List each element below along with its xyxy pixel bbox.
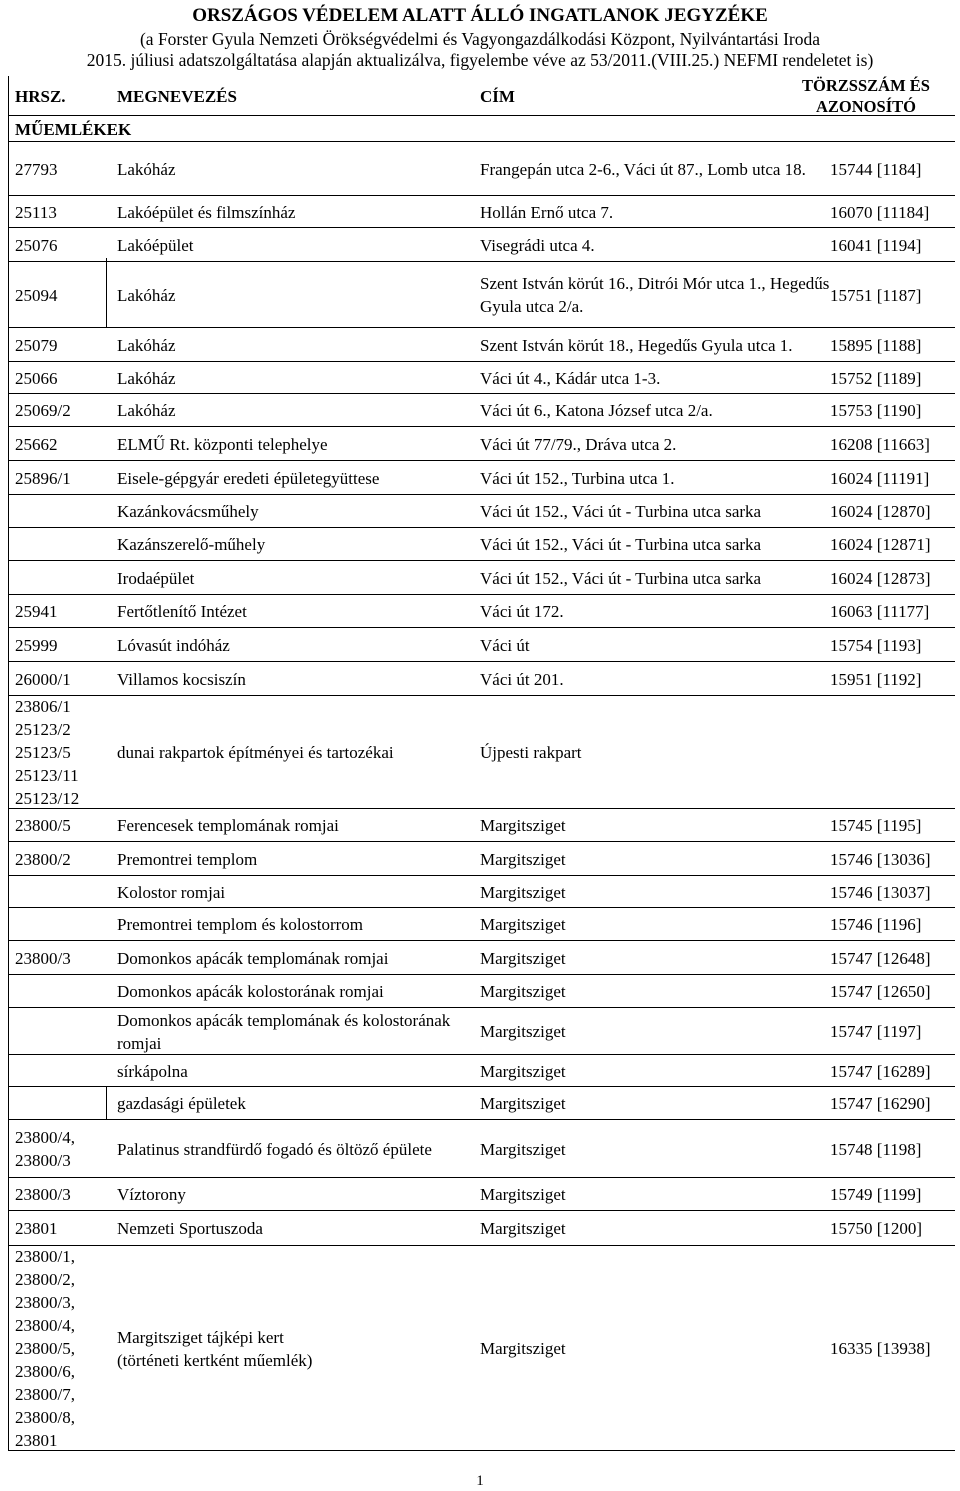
table-row <box>9 809 955 842</box>
cell-megnevezes-text: gazdasági épületek <box>117 1094 246 1113</box>
cell-torzsszam-text: 15750 [1200] <box>830 1219 923 1238</box>
cell-megnevezes <box>117 495 477 528</box>
cell-megnevezes-text: Domonkos apácák kolostorának romjai <box>117 982 384 1001</box>
cell-hrsz <box>15 941 105 975</box>
cell-cim-text: Margitsziget <box>480 816 566 835</box>
cell-hrsz <box>15 196 105 228</box>
cell-megnevezes-text: Víztorony <box>117 1185 186 1204</box>
cell-megnevezes <box>117 595 477 628</box>
cell-megnevezes <box>117 228 477 262</box>
cell-megnevezes <box>117 842 477 876</box>
cell-torzsszam-text: 16041 [1194] <box>830 235 922 255</box>
cell-hrsz-text: 25662 <box>15 434 58 454</box>
cell-megnevezes-text: Villamos kocsiszín <box>117 669 246 689</box>
table-header-row <box>9 76 955 116</box>
cell-megnevezes-text: Eisele-gépgyár eredeti épületegyüttese <box>117 468 380 488</box>
cell-cim-text: Margitsziget <box>480 1061 566 1081</box>
cell-torzsszam <box>830 595 955 628</box>
cell-torzsszam <box>830 528 955 561</box>
cell-cim-text: Váci út 172. <box>480 602 564 621</box>
cell-cim-text: Váci út 4., Kádár utca 1-3. <box>480 368 661 388</box>
table-row <box>9 842 955 876</box>
cell-cim-text: Hollán Ernő utca 7. <box>480 202 614 222</box>
cell-cim-text: Margitsziget <box>480 1185 566 1204</box>
cell-cim-text: Váci út 77/79., Dráva utca 2. <box>480 434 677 454</box>
cell-megnevezes <box>117 975 477 1008</box>
cell-megnevezes-text: Kazánszerelő-műhely <box>117 535 266 554</box>
cell-megnevezes-text: Lakóház <box>117 401 176 420</box>
table-row <box>9 975 955 1008</box>
cell-torzsszam <box>830 461 955 495</box>
cell-torzsszam <box>830 1087 955 1120</box>
cell-megnevezes-text: Domonkos apácák templomának romjai <box>117 948 389 968</box>
cell-cim-text: Margitsziget <box>480 1022 566 1041</box>
cell-cim-text: Váci út 201. <box>480 669 564 689</box>
cell-megnevezes-text: Lakóház <box>117 285 176 305</box>
cell-megnevezes-text: Domonkos apácák templomának és kolostorának romjai <box>117 1010 451 1053</box>
cell-torzsszam <box>830 427 955 461</box>
cell-torzsszam-text: 15745 [1195] <box>830 816 922 835</box>
cell-torzsszam <box>830 876 955 908</box>
cell-cim <box>480 461 830 495</box>
cell-megnevezes <box>117 1120 477 1178</box>
cell-torzsszam <box>830 1178 955 1211</box>
cell-torzsszam <box>830 262 955 328</box>
cell-hrsz <box>15 908 105 941</box>
cell-cim <box>480 228 830 262</box>
table-row <box>9 1087 955 1120</box>
table-row <box>9 908 955 941</box>
cell-megnevezes <box>117 561 477 595</box>
cell-hrsz-text: 23800/1, 23800/2, 23800/3, 23800/4, 23800/5, 23800/6, 23800/7, 23800/8, 23801 <box>15 1247 75 1450</box>
cell-megnevezes <box>117 196 477 228</box>
heritage-table <box>8 76 955 1451</box>
cell-hrsz-text: 25076 <box>15 235 58 255</box>
cell-hrsz <box>15 876 105 908</box>
cell-cim-text: Váci út 152., Váci út - Turbina utca sarka <box>480 568 762 588</box>
cell-torzsszam-text: 15749 [1199] <box>830 1185 922 1204</box>
column-divider <box>106 1087 107 1120</box>
cell-hrsz <box>15 495 105 528</box>
cell-torzsszam-text: 16024 [12871] <box>830 535 931 554</box>
cell-torzsszam-text: 16070 [11184] <box>830 202 930 222</box>
cell-megnevezes <box>117 1211 477 1246</box>
page-number: 1 <box>476 1473 484 1489</box>
document-subtitle-line-2: 2015. júliusi adatszolgáltatása alapján aktualizálva, figyelembe véve az 53/2011.(VIII.25.) NEFMI rendeletet is) <box>86 50 874 70</box>
cell-megnevezes <box>117 461 477 495</box>
cell-hrsz <box>15 628 105 662</box>
table-row <box>9 228 955 262</box>
cell-hrsz <box>15 1211 105 1246</box>
cell-torzsszam <box>830 1055 955 1087</box>
cell-torzsszam-text: 15747 [1197] <box>830 1022 922 1041</box>
cell-torzsszam-text: 15746 [13037] <box>830 882 931 902</box>
cell-hrsz <box>15 1008 105 1055</box>
section-title: MŰEMLÉKEK <box>15 119 132 139</box>
cell-hrsz-text: 25941 <box>15 602 58 621</box>
table-row <box>9 196 955 228</box>
cell-torzsszam <box>830 1120 955 1178</box>
cell-torzsszam-text: 15754 [1193] <box>830 635 922 655</box>
cell-megnevezes-text: Premontrei templom <box>117 849 258 869</box>
cell-hrsz <box>15 1246 105 1451</box>
table-row <box>9 561 955 595</box>
cell-hrsz <box>15 328 105 362</box>
cell-cim <box>480 975 830 1008</box>
cell-megnevezes <box>117 1087 477 1120</box>
cell-megnevezes <box>117 262 477 328</box>
cell-cim-text: Margitsziget <box>480 849 566 869</box>
table-row <box>9 1008 955 1055</box>
cell-cim <box>480 1120 830 1178</box>
cell-megnevezes <box>117 696 477 809</box>
cell-cim <box>480 876 830 908</box>
column-divider <box>106 258 107 328</box>
cell-torzsszam-text: 16024 [11191] <box>830 468 930 488</box>
document-title: ORSZÁGOS VÉDELEM ALATT ÁLLÓ INGATLANOK JEGYZÉKE <box>192 5 768 26</box>
table-row <box>9 495 955 528</box>
table-row <box>9 362 955 394</box>
cell-torzsszam <box>830 1211 955 1246</box>
cell-cim <box>480 196 830 228</box>
cell-torzsszam <box>830 908 955 941</box>
cell-cim <box>480 628 830 662</box>
cell-cim <box>480 362 830 394</box>
cell-megnevezes <box>117 809 477 842</box>
cell-hrsz <box>15 842 105 876</box>
cell-megnevezes-text: Lakóház <box>117 368 176 388</box>
column-header-torzsszam-line-2: AZONOSÍTÓ <box>816 97 916 116</box>
cell-cim-text: Margitsziget <box>480 1339 566 1358</box>
cell-hrsz <box>15 1120 105 1178</box>
cell-torzsszam <box>830 561 955 595</box>
cell-megnevezes <box>117 876 477 908</box>
cell-megnevezes-text: Palatinus strandfürdő fogadó és öltöző épülete <box>117 1139 432 1159</box>
cell-hrsz <box>15 595 105 628</box>
cell-torzsszam-text: 15747 [12648] <box>830 948 931 968</box>
cell-cim-text: Szent István körút 16., Ditrói Mór utca 1., Hegedűs Gyula utca 2/a. <box>480 274 830 316</box>
cell-megnevezes <box>117 1008 477 1055</box>
table-row <box>9 941 955 975</box>
table-row <box>9 1120 955 1178</box>
cell-torzsszam-text: 15744 [1184] <box>830 159 922 179</box>
cell-torzsszam-text: 16335 [13938] <box>830 1339 931 1358</box>
cell-torzsszam-text: 15895 [1188] <box>830 335 922 355</box>
cell-megnevezes <box>117 142 477 196</box>
cell-hrsz <box>15 1055 105 1087</box>
cell-hrsz-text: 25066 <box>15 368 58 388</box>
cell-cim <box>480 495 830 528</box>
cell-torzsszam-text: 15751 [1187] <box>830 285 922 305</box>
cell-torzsszam-text: 16063 [11177] <box>830 602 930 621</box>
cell-cim <box>480 809 830 842</box>
cell-hrsz <box>15 696 105 809</box>
table-row <box>9 461 955 495</box>
cell-megnevezes-text: Lakóépület <box>117 235 194 255</box>
cell-torzsszam <box>830 975 955 1008</box>
cell-torzsszam-text: 16024 [12870] <box>830 502 931 521</box>
cell-cim-text: Margitsziget <box>480 1094 566 1113</box>
cell-hrsz-text: 25896/1 <box>15 468 71 488</box>
cell-cim-text: Frangepán utca 2-6., Váci út 87., Lomb utca 18. <box>480 159 806 179</box>
cell-hrsz <box>15 228 105 262</box>
cell-megnevezes-text: Lóvasút indóház <box>117 635 230 655</box>
cell-hrsz-text: 23800/4, 23800/3 <box>15 1128 75 1170</box>
cell-cim-text: Margitsziget <box>480 882 566 902</box>
cell-torzsszam <box>830 809 955 842</box>
cell-torzsszam <box>830 842 955 876</box>
table-row <box>9 528 955 561</box>
cell-hrsz <box>15 394 105 427</box>
cell-hrsz <box>15 362 105 394</box>
column-header-megnevezes: MEGNEVEZÉS <box>117 86 237 106</box>
cell-megnevezes <box>117 328 477 362</box>
cell-hrsz-text: 26000/1 <box>15 669 71 689</box>
cell-torzsszam-text: 15747 [16289] <box>830 1061 931 1081</box>
cell-hrsz-text: 25999 <box>15 635 58 655</box>
cell-hrsz-text: 25079 <box>15 335 58 355</box>
cell-megnevezes <box>117 427 477 461</box>
table-row <box>9 262 955 328</box>
cell-torzsszam-text: 15753 [1190] <box>830 401 922 420</box>
cell-cim <box>480 1178 830 1211</box>
cell-torzsszam <box>830 142 955 196</box>
cell-cim-text: Váci út 152., Váci út - Turbina utca sarka <box>480 502 762 521</box>
cell-megnevezes <box>117 528 477 561</box>
cell-cim <box>480 595 830 628</box>
cell-cim <box>480 696 830 809</box>
cell-cim-text: Váci út <box>480 635 530 655</box>
cell-torzsszam <box>830 1008 955 1055</box>
cell-cim <box>480 908 830 941</box>
cell-cim <box>480 328 830 362</box>
table-row <box>9 1211 955 1246</box>
cell-hrsz <box>15 809 105 842</box>
cell-torzsszam <box>830 696 955 809</box>
cell-hrsz-text: 25069/2 <box>15 401 71 420</box>
cell-megnevezes <box>117 362 477 394</box>
table-row <box>9 1055 955 1087</box>
cell-hrsz <box>15 1087 105 1120</box>
cell-hrsz <box>15 528 105 561</box>
table-row <box>9 1178 955 1211</box>
cell-hrsz <box>15 561 105 595</box>
cell-cim <box>480 561 830 595</box>
cell-cim <box>480 142 830 196</box>
cell-megnevezes-text: sírkápolna <box>117 1061 188 1081</box>
cell-torzsszam-text: 15746 [1196] <box>830 915 922 934</box>
cell-cim <box>480 1055 830 1087</box>
column-header-cim: CÍM <box>480 86 515 106</box>
cell-cim <box>480 1211 830 1246</box>
cell-torzsszam <box>830 394 955 427</box>
cell-megnevezes-text: Kazánkovácsműhely <box>117 502 259 521</box>
cell-megnevezes-text: Fertőtlenítő Intézet <box>117 602 247 621</box>
cell-cim <box>480 941 830 975</box>
cell-megnevezes-text: dunai rakpartok építményei és tartozékai <box>117 743 394 762</box>
table-row <box>9 1246 955 1451</box>
cell-megnevezes <box>117 662 477 696</box>
cell-torzsszam-text: 16208 [11663] <box>830 434 930 454</box>
cell-cim-text: Szent István körút 18., Hegedűs Gyula utca 1. <box>480 335 793 355</box>
cell-cim-text: Margitsziget <box>480 1219 566 1238</box>
table-row <box>9 394 955 427</box>
cell-hrsz <box>15 1178 105 1211</box>
cell-torzsszam <box>830 362 955 394</box>
cell-megnevezes-text: Lakóépület és filmszínház <box>117 202 296 222</box>
cell-cim <box>480 528 830 561</box>
cell-hrsz-text: 23800/3 <box>15 948 71 968</box>
cell-torzsszam-text: 15746 [13036] <box>830 849 931 869</box>
cell-hrsz <box>15 262 105 328</box>
cell-cim <box>480 262 830 328</box>
table-row <box>9 876 955 908</box>
table-row <box>9 595 955 628</box>
cell-torzsszam <box>830 941 955 975</box>
cell-megnevezes <box>117 941 477 975</box>
cell-cim <box>480 842 830 876</box>
cell-megnevezes <box>117 908 477 941</box>
cell-megnevezes <box>117 394 477 427</box>
cell-hrsz-text: 23801 <box>15 1219 58 1238</box>
cell-torzsszam-text: 15752 [1189] <box>830 368 922 388</box>
table-row <box>9 696 955 809</box>
cell-cim-text: Margitsziget <box>480 948 566 968</box>
cell-cim <box>480 427 830 461</box>
cell-torzsszam <box>830 228 955 262</box>
table-row <box>9 427 955 461</box>
table-row <box>9 662 955 696</box>
cell-torzsszam-text: 16024 [12873] <box>830 568 931 588</box>
column-header-torzsszam <box>777 76 955 116</box>
cell-hrsz-text: 27793 <box>15 159 58 179</box>
cell-hrsz <box>15 975 105 1008</box>
cell-cim-text: Margitsziget <box>480 915 566 934</box>
cell-hrsz-text: 23800/3 <box>15 1185 71 1204</box>
cell-megnevezes <box>117 1055 477 1087</box>
table-row <box>9 142 955 196</box>
cell-torzsszam <box>830 1246 955 1451</box>
cell-hrsz-text: 25113 <box>15 202 57 222</box>
cell-torzsszam-text: 15747 [16290] <box>830 1094 931 1113</box>
cell-torzsszam <box>830 662 955 696</box>
cell-megnevezes-text: ELMŰ Rt. központi telephelye <box>117 434 328 454</box>
cell-megnevezes-text: Lakóház <box>117 335 176 355</box>
cell-hrsz <box>15 461 105 495</box>
cell-cim-text: Újpesti rakpart <box>480 743 582 762</box>
cell-megnevezes-text: Nemzeti Sportuszoda <box>117 1219 263 1238</box>
cell-torzsszam <box>830 328 955 362</box>
cell-megnevezes <box>117 1178 477 1211</box>
cell-cim <box>480 1008 830 1055</box>
cell-cim-text: Váci út 152., Váci út - Turbina utca sarka <box>480 535 762 554</box>
cell-megnevezes <box>117 628 477 662</box>
cell-cim <box>480 1087 830 1120</box>
cell-megnevezes-text: Kolostor romjai <box>117 882 226 902</box>
cell-cim <box>480 662 830 696</box>
document-subtitle-line-1: (a Forster Gyula Nemzeti Örökségvédelmi és Vagyongazdálkodási Központ, Nyilvántartási Iroda <box>139 29 821 49</box>
cell-megnevezes-text: Irodaépület <box>117 568 195 588</box>
table-row <box>9 628 955 662</box>
cell-cim <box>480 394 830 427</box>
cell-torzsszam-text: 15951 [1192] <box>830 669 922 689</box>
column-header-torzsszam-line-1: TÖRZSSZÁM ÉS <box>802 76 930 95</box>
cell-megnevezes-text: Lakóház <box>117 159 176 179</box>
column-header-hrsz: HRSZ. <box>15 86 66 106</box>
cell-cim-text: Váci út 152., Turbina utca 1. <box>480 468 675 488</box>
cell-cim-text: Visegrádi utca 4. <box>480 235 595 255</box>
table-row <box>9 328 955 362</box>
cell-torzsszam <box>830 196 955 228</box>
cell-torzsszam-text: 15748 [1198] <box>830 1139 922 1159</box>
cell-hrsz <box>15 427 105 461</box>
section-header-row <box>9 116 955 142</box>
cell-megnevezes-text: Margitsziget tájképi kert (történeti kertként műemlék) <box>117 1327 313 1370</box>
cell-cim <box>480 1246 830 1451</box>
cell-megnevezes-text: Ferencesek templomának romjai <box>117 816 339 835</box>
cell-hrsz-text: 23800/5 <box>15 816 71 835</box>
cell-megnevezes <box>117 1246 477 1451</box>
cell-hrsz-text: 23806/1 25123/2 25123/5 25123/11 25123/12 <box>15 697 80 808</box>
cell-torzsszam <box>830 495 955 528</box>
cell-torzsszam <box>830 628 955 662</box>
cell-megnevezes-text: Premontrei templom és kolostorrom <box>117 915 363 934</box>
cell-hrsz <box>15 142 105 196</box>
cell-torzsszam-text: 15747 [12650] <box>830 982 931 1001</box>
cell-cim-text: Váci út 6., Katona József utca 2/a. <box>480 401 713 420</box>
cell-cim-text: Margitsziget <box>480 1139 566 1159</box>
cell-cim-text: Margitsziget <box>480 982 566 1001</box>
cell-hrsz-text: 25094 <box>15 285 58 305</box>
cell-hrsz <box>15 662 105 696</box>
cell-hrsz-text: 23800/2 <box>15 849 71 869</box>
